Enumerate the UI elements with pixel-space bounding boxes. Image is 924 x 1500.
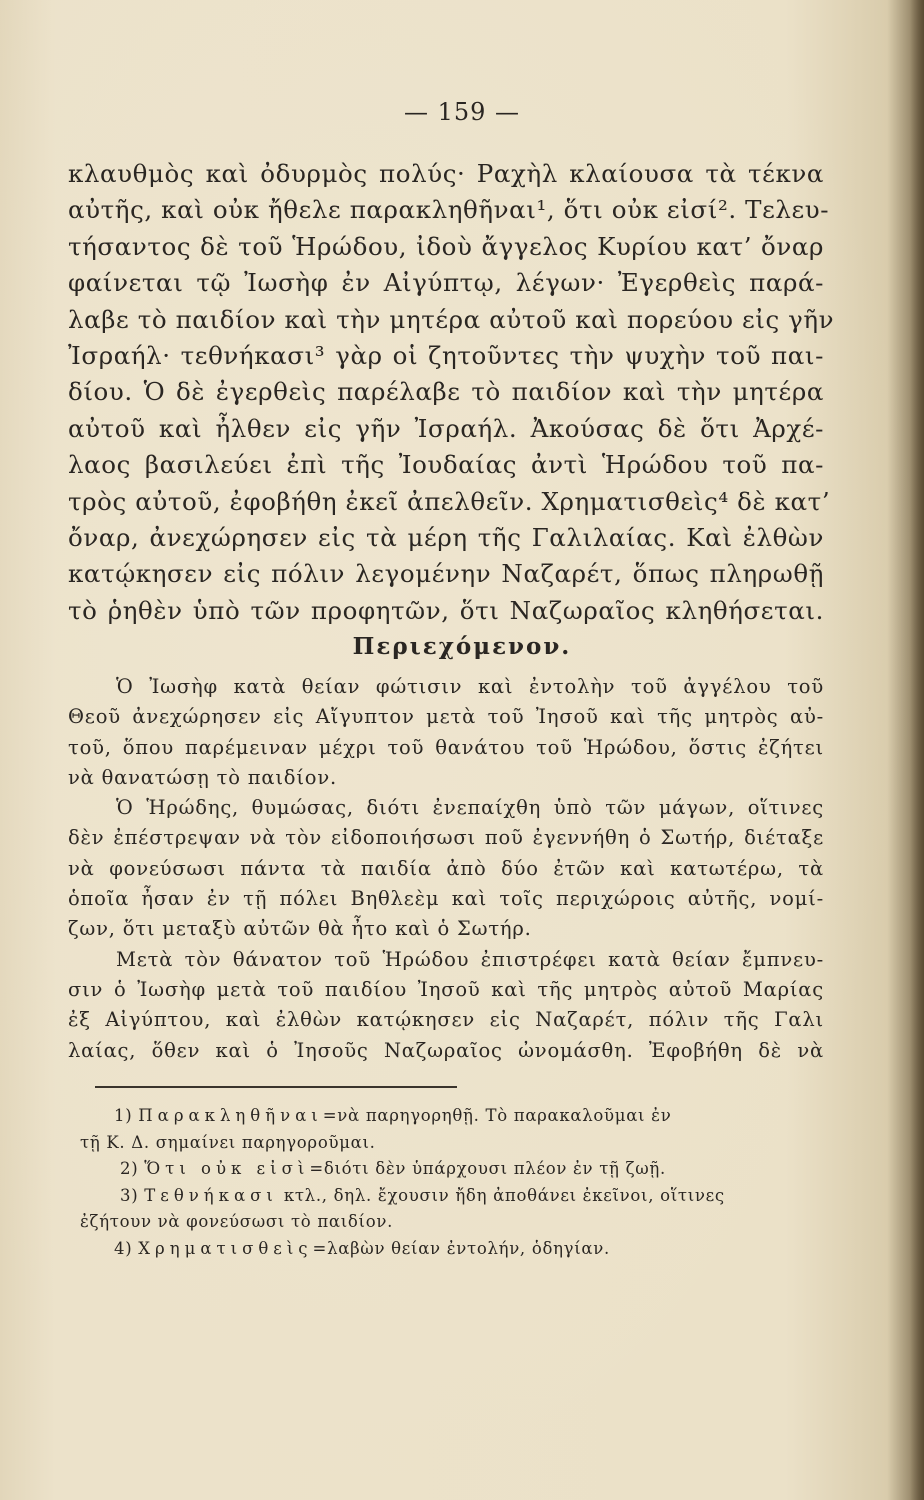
text-line: δίου. Ὁ δὲ ἐγερθεὶς παρέλαβε τὸ παιδίον καὶ τὴν μητέρα: [68, 377, 824, 407]
text-line: λαβε τὸ παιδίον καὶ τὴν μητέρα αὐτοῦ καὶ πορεύου εἰς γῆν: [68, 304, 835, 334]
text-line: κλαυθμὸς καὶ ὀδυρμὸς πολύς· Ραχὴλ κλαίουσα τὰ τέκνα: [68, 159, 824, 188]
text-line: τὸ ῥηθὲν ὑπὸ τῶν προφητῶν, ὅτι Ναζωραῖος κληθήσεται.: [68, 595, 824, 625]
footnote-text: =διότι δὲν ὑπάρχουσι πλέον ἐν τῇ ζωῇ.: [309, 1159, 666, 1179]
footnote: [80, 1156, 824, 1183]
footnote: [80, 1183, 824, 1210]
summary-line: ζων, ὅτι μεταξὺ αὐτῶν θὰ ἦτο καὶ ὁ Σωτήρ.: [68, 917, 532, 941]
footnote-label: 3): [120, 1185, 145, 1205]
page-number: — 159 —: [403, 98, 521, 126]
summary-line: λαίας, ὅθεν καὶ ὁ Ἰησοῦς Ναζωραῖος ὠνομάσθη. Ἐφοβήθη δὲ νὰ: [68, 1038, 824, 1062]
summary-line: δὲν ἐπέστρεψαν νὰ τὸν εἰδοποιήσωσι ποῦ ἐγεννήθη ὁ Σωτήρ, διέταξε: [68, 826, 824, 850]
text-line: αὐτῆς, καὶ οὐκ ἤθελε παρακληθῆναι¹, ὅτι οὐκ εἰσί². Τελευ-: [68, 195, 830, 225]
section-heading: Περιεχόμενον.: [352, 633, 572, 660]
summary-line: Μετὰ τὸν θάνατον τοῦ Ἡρώδου ἐπιστρέφει κατὰ θείαν ἔμπνευ-: [116, 947, 824, 971]
footnote-text: τῇ Κ. Δ. σημαίνει παρηγοροῦμαι.: [80, 1132, 376, 1152]
footnote-term: Παρακληθῆναι: [138, 1106, 323, 1125]
summary-text: [68, 672, 824, 1066]
footnote-text: κτλ., δηλ. ἔχουσιν ἤδη ἀποθάνει ἐκεῖνοι, οἵτινες: [277, 1185, 725, 1205]
summary-line: Θεοῦ ἀνεχώρησεν εἰς Αἴγυπτον μετὰ τοῦ Ἰησοῦ καὶ τῆς μητρὸς αὐ-: [68, 705, 824, 729]
summary-line: νὰ θανατώσῃ τὸ παιδίον.: [68, 765, 337, 789]
footnote: [80, 1103, 824, 1130]
footnote-label: 1): [114, 1106, 139, 1125]
footnote-text: =λαβὼν θείαν ἐντολήν, ὁδηγίαν.: [312, 1238, 610, 1258]
page-edge-shadow: [910, 0, 924, 1500]
text-line: τρὸς αὐτοῦ, ἐφοβήθη ἐκεῖ ἀπελθεῖν. Χρηματισθεὶς⁴ δὲ κατ’: [68, 486, 831, 516]
footnote-text: =νὰ παρηγορηθῇ. Τὸ παρακαλοῦμαι ἐν: [322, 1106, 672, 1125]
summary-line: ὁποῖα ἦσαν ἐν τῇ πόλει Βηθλεὲμ καὶ τοῖς περιχώροις αὐτῆς, νομί-: [68, 887, 824, 911]
footnote-continuation: [80, 1130, 824, 1157]
footnote-text: ἐζήτουν νὰ φονεύσωσι τὸ παιδίον.: [80, 1212, 394, 1232]
text-line: αὐτοῦ καὶ ἦλθεν εἰς γῆν Ἰσραήλ. Ἀκούσας δὲ ὅτι Ἀρχέ-: [68, 413, 824, 443]
footnote-label: 2): [120, 1159, 145, 1179]
footnote-continuation: [80, 1209, 824, 1236]
summary-line: νὰ φονεύσωσι πάντα τὰ παιδία ἀπὸ δύο ἐτῶν καὶ κατωτέρω, τὰ: [68, 856, 824, 880]
text-line: ὄναρ, ἀνεχώρησεν εἰς τὰ μέρη τῆς Γαλιλαίας. Καὶ ἐλθὼν: [68, 523, 824, 553]
footnote: [80, 1236, 824, 1263]
footnote-label: 4): [114, 1238, 139, 1258]
footnote-term: Χρηματισθεὶς: [138, 1238, 313, 1258]
summary-line: Ὁ Ἡρώδης, θυμώσας, διότι ἐνεπαίχθη ὑπὸ τῶν μάγων, οἵτινες: [116, 796, 824, 820]
footnote-term: Ὅτι οὐκ εἰσὶ: [144, 1159, 310, 1179]
footnote-term: Τεθνήκασι: [144, 1185, 278, 1205]
summary-line: ἐξ Αἰγύπτου, καὶ ἐλθὼν κατῴκησεν εἰς Ναζαρέτ, πόλιν τῆς Γαλι: [68, 1008, 824, 1032]
text-line: κατῴκησεν εἰς πόλιν λεγομένην Ναζαρέτ, ὅπως πληρωθῇ: [68, 559, 824, 589]
text-line: φαίνεται τῷ Ἰωσὴφ ἐν Αἰγύπτῳ, λέγων· Ἐγερθεὶς παρά-: [68, 268, 824, 298]
summary-line: Ὁ Ἰωσὴφ κατὰ θείαν φώτισιν καὶ ἐντολὴν τοῦ ἀγγέλου τοῦ: [116, 675, 824, 698]
text-line: Ἰσραήλ· τεθνήκασι³ γὰρ οἱ ζητοῦντες τὴν ψυχὴν τοῦ παι-: [68, 341, 824, 371]
summary-line: σιν ὁ Ἰωσὴφ μετὰ τοῦ παιδίου Ἰησοῦ καὶ τῆς μητρὸς αὐτοῦ Μαρίας: [68, 977, 824, 1001]
summary-line: τοῦ, ὅπου παρέμειναν μέχρι τοῦ θανάτου τοῦ Ἡρώδου, ὅστις ἐζήτει: [68, 735, 824, 759]
text-line: τήσαντος δὲ τοῦ Ἡρώδου, ἰδοὺ ἄγγελος Κυρίου κατ’ ὄναρ: [68, 231, 824, 261]
footnotes: [80, 1103, 824, 1263]
footnote-divider: [95, 1086, 457, 1088]
text-line: λαος βασιλεύει ἐπὶ τῆς Ἰουδαίας ἀντὶ Ἡρώδου τοῦ πα-: [68, 450, 824, 480]
main-text: [68, 156, 835, 629]
